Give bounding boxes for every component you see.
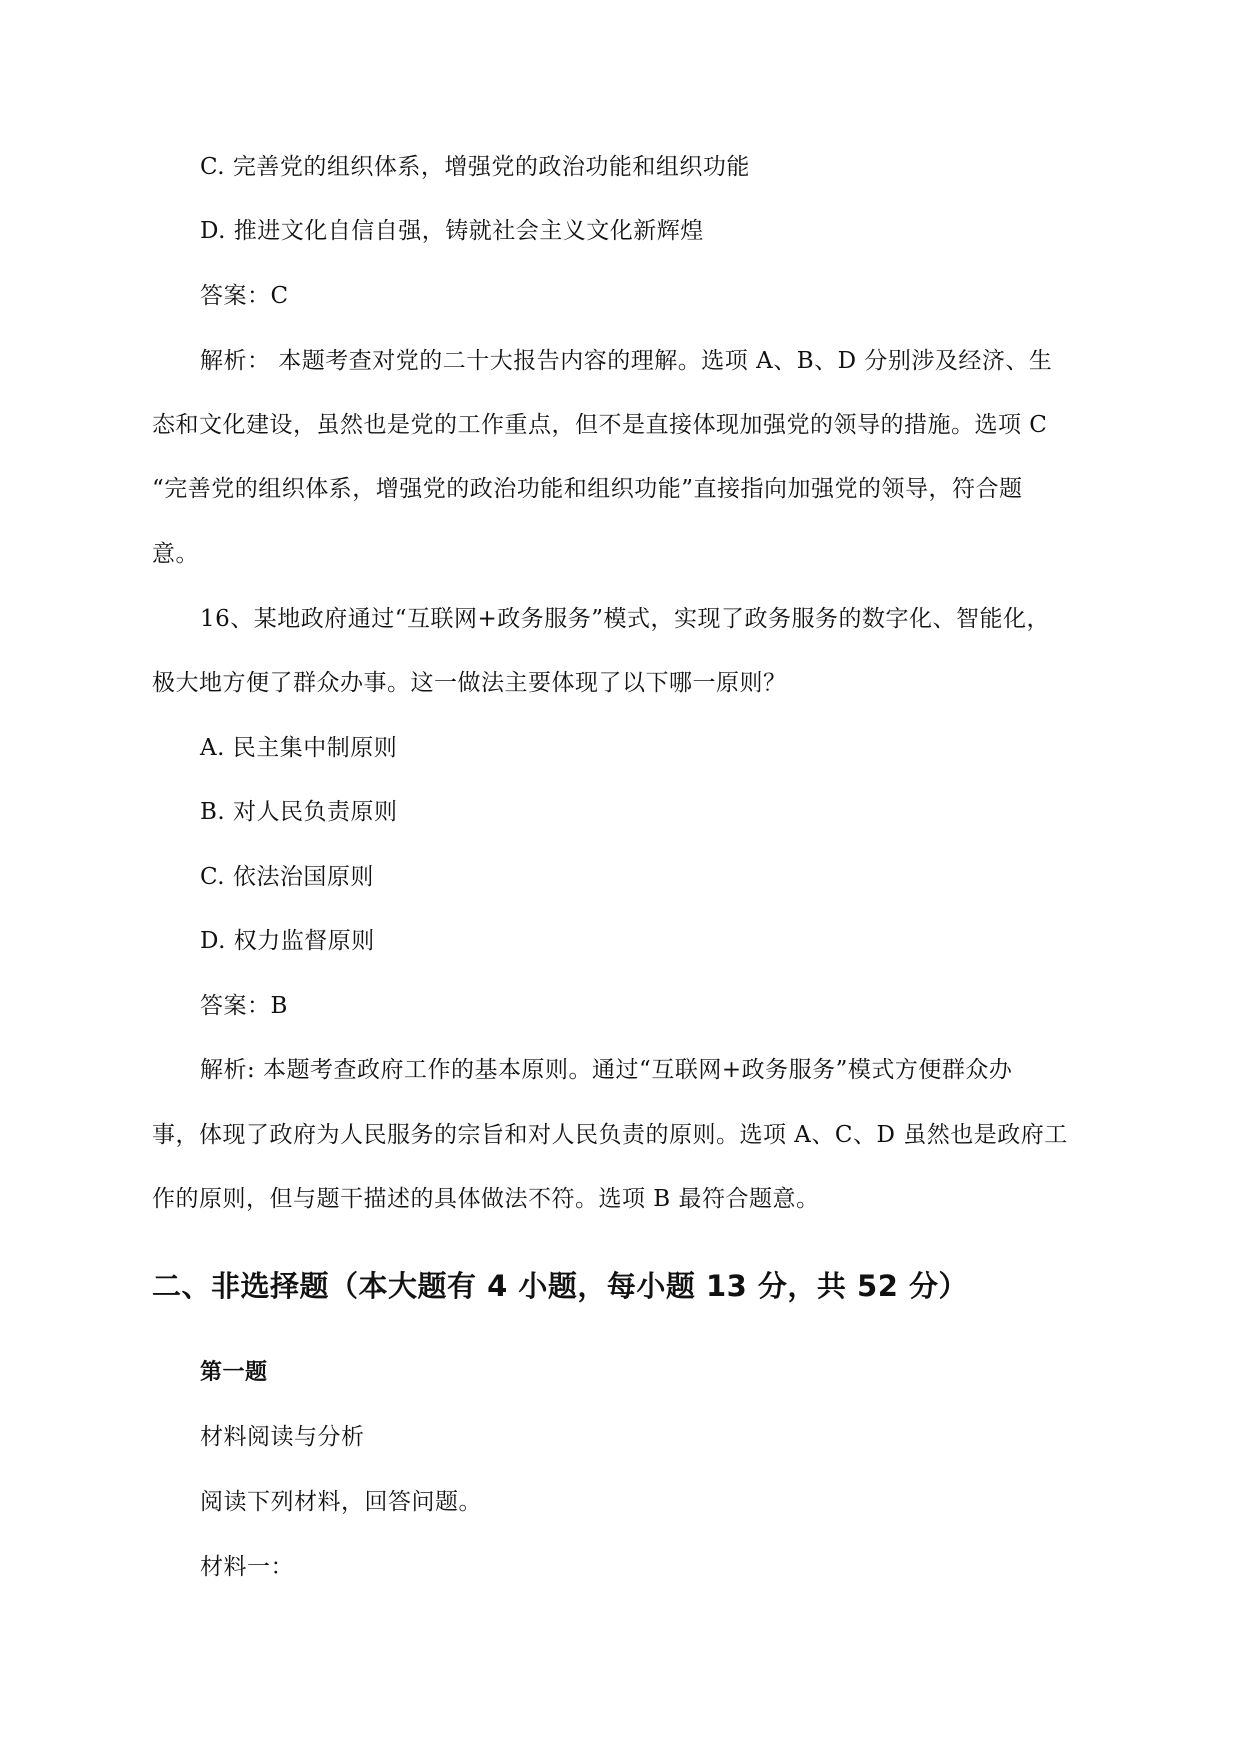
q16-answer: 答案：B (200, 993, 288, 1019)
q15-option-d: D. 推进文化自信自强，铸就社会主义文化新辉煌 (200, 218, 704, 244)
q15-analysis-line: 解析： 本题考查对党的二十大报告内容的理解。选项 A、B、D 分别涉及经济、生 (200, 348, 1053, 374)
material-label: 材料一： (200, 1554, 294, 1580)
q15-analysis-line: 态和文化建设，虽然也是党的工作重点，但不是直接体现加强党的领导的措施。选项 C (152, 412, 1048, 438)
q16-stem-line: 极大地方便了群众办事。这一做法主要体现了以下哪一原则？ (152, 670, 787, 696)
question-type: 材料阅读与分析 (200, 1424, 365, 1450)
q16-option-b: B. 对人民负责原则 (200, 799, 398, 825)
q15-analysis-line: 意。 (152, 541, 199, 567)
instruction-text: 阅读下列材料，回答问题。 (200, 1489, 482, 1515)
section-heading: 二、非选择题（本大题有 4 小题，每小题 13 分，共 52 分） (152, 1269, 968, 1303)
q16-option-a: A. 民主集中制原则 (200, 735, 398, 761)
q16-option-d: D. 权力监督原则 (200, 928, 375, 954)
q15-analysis-line: “完善党的组织体系，增强党的政治功能和组织功能”直接指向加强党的领导，符合题 (152, 476, 1023, 502)
q15-answer: 答案：C (200, 283, 289, 309)
question-title: 第一题 (200, 1360, 268, 1385)
q16-analysis-line: 解析: 本题考查政府工作的基本原则。通过“互联网+政务服务”模式方便群众办 (200, 1057, 1013, 1083)
q16-analysis-line: 事，体现了政府为人民服务的宗旨和对人民负责的原则。选项 A、C、D 虽然也是政府工 (152, 1122, 1068, 1148)
q15-option-c: C. 完善党的组织体系，增强党的政治功能和组织功能 (200, 154, 750, 180)
q16-stem-line: 16、某地政府通过“互联网+政务服务”模式，实现了政务服务的数字化、智能化， (200, 606, 1051, 632)
q16-option-c: C. 依法治国原则 (200, 864, 374, 890)
q16-analysis-line: 作的原则，但与题干描述的具体做法不符。选项 B 最符合题意。 (152, 1186, 820, 1212)
